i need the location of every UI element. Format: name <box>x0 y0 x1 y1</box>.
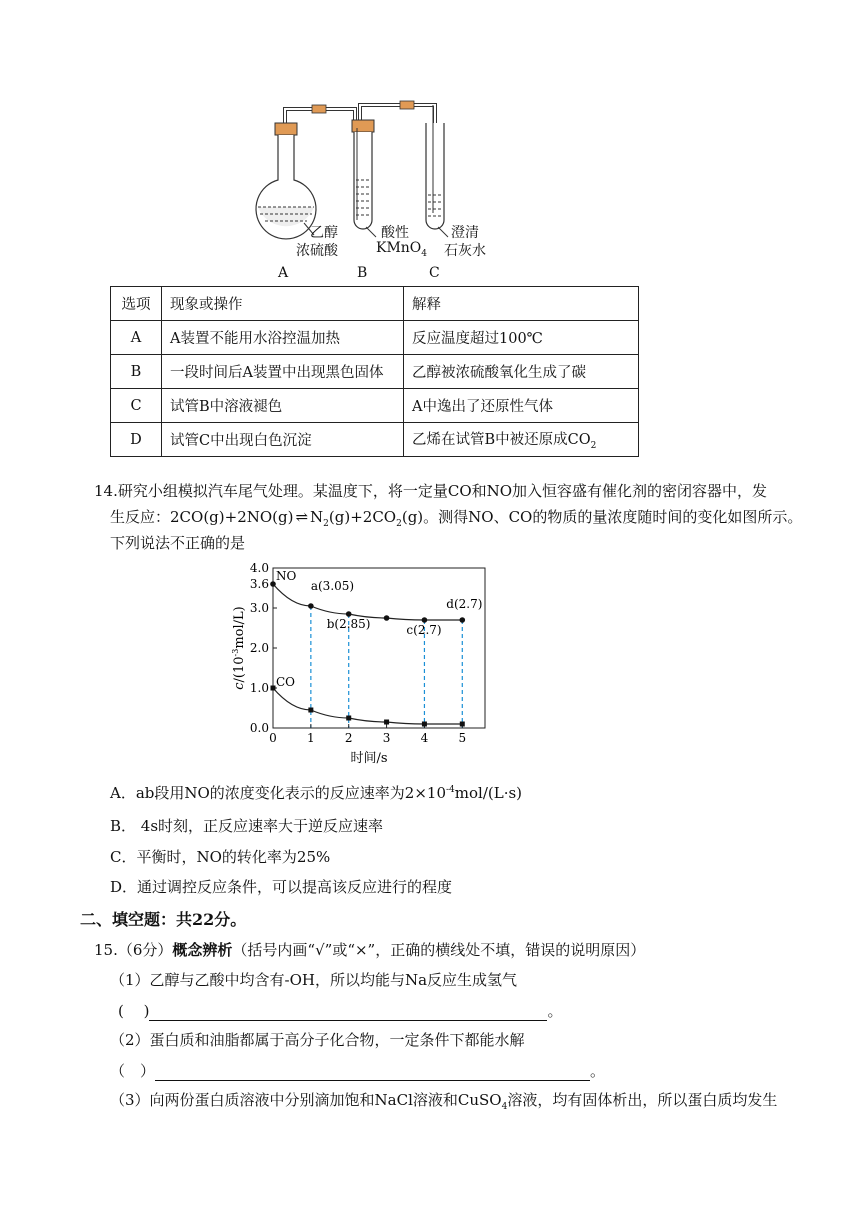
point-annotation: a(3.05) <box>310 579 355 593</box>
x-axis-label: 时间/s <box>350 751 388 766</box>
q14-eq-n-sub: 2 <box>323 519 329 529</box>
label-b: B <box>357 265 368 281</box>
x-tick-label: 0 <box>269 731 277 745</box>
table-row <box>111 389 639 423</box>
question-number: 14. <box>94 482 118 500</box>
table-cell-op: 一段时间后A装置中出现黑色固体 <box>162 355 404 389</box>
label-b-contents-1: 酸性 <box>381 225 409 241</box>
q14-stem-line1: 研究小组模拟汽车尾气处理。某温度下，将一定量CO和NO加入恒容盛有催化剂的密闭容器中，发 <box>117 482 768 500</box>
data-point <box>460 722 465 727</box>
q15-item1: （1）乙醇与乙酸中均含有-OH，所以均能与Na反应生成氢气 <box>110 971 518 989</box>
equilibrium-arrow-icon: ⇌ <box>295 508 309 526</box>
point-annotation: d(2.7) <box>446 597 483 611</box>
y-axis-label: $c/(10^{-3}mol/L)$ <box>231 606 247 690</box>
answer-blank[interactable] <box>149 1002 547 1021</box>
series-label: CO <box>276 675 296 689</box>
q14-line1 <box>94 480 767 501</box>
table-cell-op: 试管B中溶液褪色 <box>162 389 404 423</box>
q14-line3: 下列说法不正确的是 <box>110 534 246 552</box>
label-b-contents-2: KMnO$_4$ <box>376 240 428 259</box>
q15-item3: （3）向两份蛋白质溶液中分别滴加饱和NaCl溶液和CuSO$_4$溶液，均有固体析出，所以蛋白质均发生 <box>110 1091 778 1112</box>
label-a: A <box>278 265 289 281</box>
x-tick-label: 4 <box>420 731 429 745</box>
y-tick-label: 2.0 <box>249 641 269 655</box>
table-row <box>111 321 639 355</box>
y-tick-label: 4.0 <box>249 561 269 575</box>
y-tick-label: 3.0 <box>249 601 269 615</box>
data-point <box>346 716 351 721</box>
table-cell-exp: 反应温度超过100℃ <box>404 321 639 355</box>
table-cell-op: A装置不能用水浴控温加热 <box>162 321 404 355</box>
data-point <box>422 722 427 727</box>
point-annotation: b(2.85) <box>326 617 371 631</box>
table-header-cell: 解释 <box>404 287 639 321</box>
data-point <box>308 603 314 609</box>
question-number: 15. <box>94 941 118 959</box>
data-point <box>384 720 389 725</box>
label-a-contents-2: 浓硫酸 <box>296 243 338 259</box>
q14-eq-co-sub: 2 <box>396 519 402 529</box>
q15-header <box>94 939 645 960</box>
table-header-cell: 选项 <box>111 287 162 321</box>
series-line-co <box>273 688 462 724</box>
concentration-time-chart <box>225 558 505 773</box>
table-cell-key: D <box>111 423 162 457</box>
table-row <box>111 423 639 457</box>
choice-a: A．ab段用NO的浓度变化表示的反应速率为$2\times 10^{-4}mol/(L\cdot s)$ <box>110 784 523 802</box>
plot-frame <box>273 568 485 728</box>
y-tick-label: 1.0 <box>249 681 269 695</box>
answer-bracket[interactable]: （ ） <box>110 1062 156 1080</box>
answer-blank[interactable] <box>155 1062 590 1081</box>
y-tick-label-extra: 3.6 <box>249 577 269 591</box>
point-annotation: c(2.7) <box>406 623 442 637</box>
q14-eq-left: 生反应：2CO(g)+2NO(g) <box>110 508 294 526</box>
x-tick-label: 3 <box>382 731 391 745</box>
q15-item2: （2）蛋白质和油脂都属于高分子化合物，一定条件下都能水解 <box>110 1031 525 1049</box>
q15-score: （6分） <box>117 941 173 959</box>
table-cell-exp: 乙烯在试管B中被还原成$CO_2$ <box>404 423 639 457</box>
label-c: C <box>429 265 440 281</box>
q14-eq-mid: (g)+2CO <box>328 508 397 526</box>
q14-line2 <box>110 506 802 529</box>
y-tick-label: 0.0 <box>249 721 269 735</box>
q15-answer1: ( ) 。 <box>118 1002 563 1020</box>
choice-b: B． 4s时刻，正反应速率大于逆反应速率 <box>110 817 384 835</box>
data-point <box>346 611 352 617</box>
data-point <box>422 617 428 623</box>
x-tick-label: 1 <box>307 731 315 745</box>
choice-d: D．通过调控反应条件，可以提高该反应进行的程度 <box>110 878 453 896</box>
q15-instruction: （括号内画“√”或“×”，正确的横线处不填，错误的说明原因） <box>232 941 646 959</box>
label-c-contents-1: 澄清 <box>451 225 479 241</box>
series-line-no <box>273 584 462 620</box>
q15-topic: 概念辨析 <box>172 941 233 959</box>
q14-eq-n: N <box>310 508 324 526</box>
x-tick-label: 2 <box>344 731 353 745</box>
data-point <box>270 581 276 587</box>
table-cell-exp: A中逸出了还原性气体 <box>404 389 639 423</box>
data-point <box>271 686 276 691</box>
label-a-contents-1: 乙醇 <box>310 225 338 241</box>
data-point <box>384 615 390 621</box>
q14-eq-post: (g)。测得NO、CO的物质的量浓度随时间的变化如图所示。 <box>401 508 803 526</box>
section-title: 二、填空题：共22分。 <box>80 910 247 929</box>
table-row <box>111 355 639 389</box>
answer-bracket[interactable]: ( ) <box>118 1002 150 1020</box>
x-tick-label: 5 <box>458 731 467 745</box>
choice-c: C．平衡时，NO的转化率为25% <box>110 848 331 866</box>
q15-answer2: （ ） 。 <box>110 1062 606 1080</box>
table-cell-op: 试管C中出现白色沉淀 <box>162 423 404 457</box>
options-table <box>110 286 639 457</box>
data-point <box>308 708 313 713</box>
table-cell-key: A <box>111 321 162 355</box>
data-point <box>459 617 465 623</box>
table-cell-key: B <box>111 355 162 389</box>
label-c-contents-2: 石灰水 <box>444 243 486 259</box>
series-label: NO <box>276 569 297 583</box>
table-header-row <box>111 287 639 321</box>
table-header-cell: 现象或操作 <box>162 287 404 321</box>
table-cell-key: C <box>111 389 162 423</box>
table-cell-exp: 乙醇被浓硫酸氧化生成了碳 <box>404 355 639 389</box>
